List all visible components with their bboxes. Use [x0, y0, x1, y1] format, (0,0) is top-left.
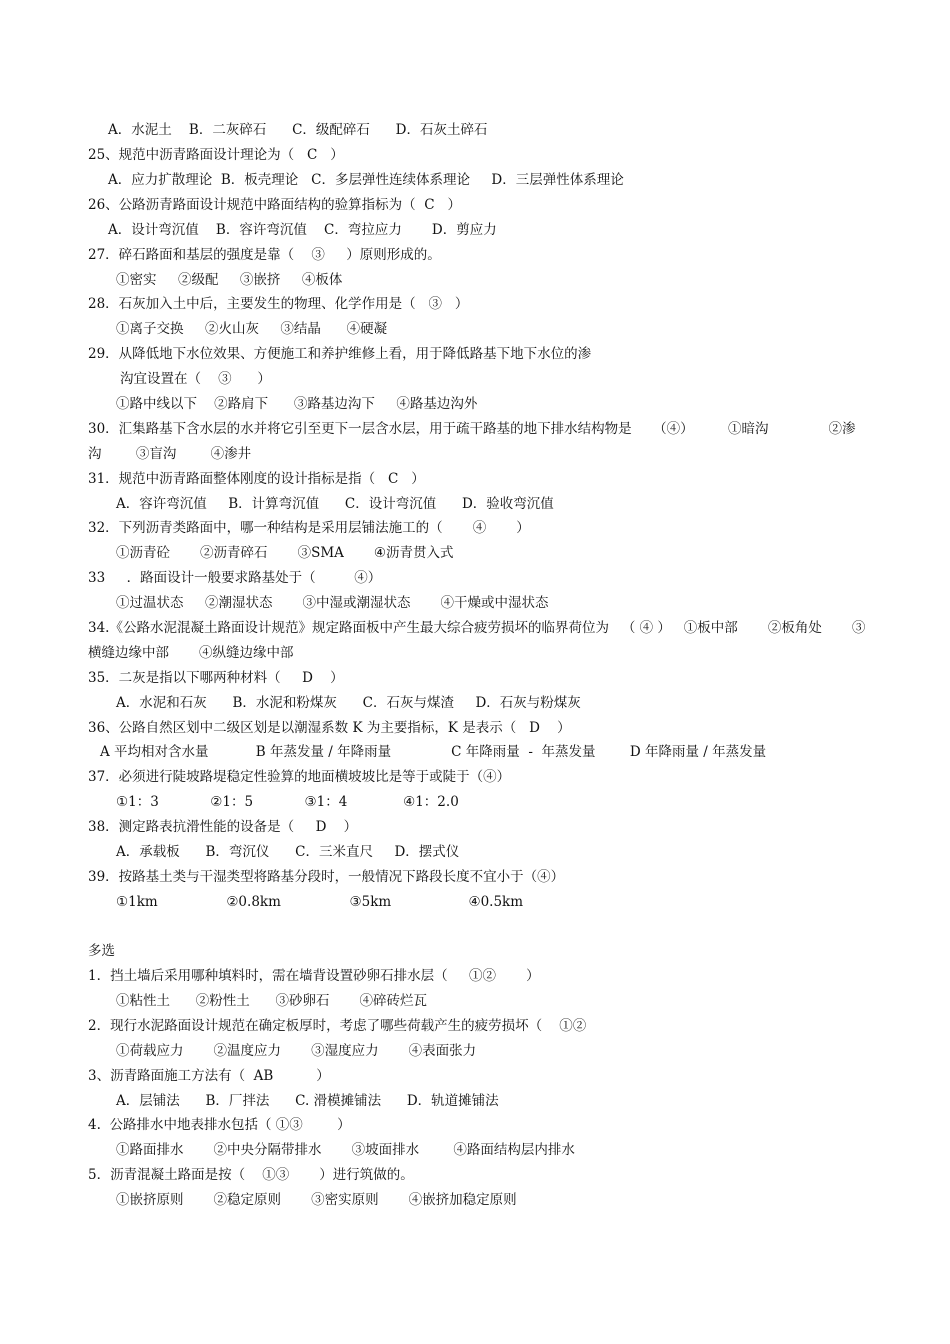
q35-options: A．水泥和石灰 B．水泥和粉煤灰 C．石灰与煤渣 D．石灰与粉煤灰	[116, 695, 581, 711]
mc4-question: 4. 公路排水中地表排水包括（ ①③ ）	[88, 1117, 351, 1133]
q26-options: A．设计弯沉值 B．容许弯沉值 C．弯拉应力 D．剪应力	[108, 222, 497, 238]
q31-question: 31．规范中沥青路面整体刚度的设计指标是指（ C ）	[88, 471, 425, 487]
q29-options: ①路中线以下 ②路肩下 ③路基边沟下 ④路基边沟外	[116, 396, 478, 412]
q31-options: A．容许弯沉值 B．计算弯沉值 C．设计弯沉值 D．验收弯沉值	[116, 496, 554, 512]
mc5-options: ①嵌挤原则 ②稳定原则 ③密实原则 ④嵌挤加稳定原则	[116, 1192, 517, 1208]
q27-question: 27．碎石路面和基层的强度是靠（ ③ ）原则形成的。	[88, 247, 441, 263]
q28-question: 28．石灰加入土中后，主要发生的物理、化学作用是（ ③ ）	[88, 296, 469, 312]
q30-options-cont: 沟 ③盲沟 ④渗井	[88, 446, 252, 462]
q36-question: 36、公路自然区划中二级区划是以潮湿系数 K 为主要指标，K 是表示（ D ）	[88, 720, 571, 736]
q26-question: 26、公路沥青路面设计规范中路面结构的验算指标为（ C ）	[88, 197, 461, 213]
mc5-question: 5．沥青混凝土路面是按（ ①③ ）进行筑做的。	[88, 1167, 414, 1183]
q34-options-cont: 横缝边缘中部 ④纵缝边缘中部	[88, 645, 294, 661]
q33-question: 33 ．路面设计一般要求路基处于（ ④）	[88, 570, 382, 586]
q24-options: A．水泥土 B．二灰碎石 C．级配碎石 D．石灰土碎石	[108, 122, 488, 138]
q29-question: 29．从降低地下水位效果、方便施工和养护维修上看，用于降低路基下地下水位的渗	[88, 346, 592, 362]
q27-options: ①密实 ②级配 ③嵌挤 ④板体	[116, 272, 343, 288]
q32-options: ①沥青砼 ②沥青碎石 ③SMA ④沥青贯入式	[116, 545, 454, 561]
section-heading-multiple-choice: 多选	[88, 943, 115, 959]
mc2-options: ①荷载应力 ②温度应力 ③湿度应力 ④表面张力	[116, 1043, 477, 1059]
q36-options: A 平均相对含水量 B 年蒸发量 / 年降雨量 C 年降雨量 - 年蒸发量 D 年降雨量 / 年蒸发量	[100, 744, 767, 760]
q30-question: 30．汇集路基下含水层的水并将它引至更下一层含水层，用于疏干路基的地下排水结构物是 （④） ①暗沟 ②渗	[88, 421, 856, 437]
mc1-options: ①粘性土 ②粉性土 ③砂卵石 ④碎砖烂瓦	[116, 993, 428, 1009]
q37-options: ①1：3 ②1：5 ③1：4 ④1：2.0	[116, 794, 459, 810]
q37-question: 37．必须进行陡坡路堤稳定性验算的地面横坡坡比是等于或陡于（④）	[88, 769, 511, 785]
mc4-options: ①路面排水 ②中央分隔带排水 ③坡面排水 ④路面结构层内排水	[116, 1142, 575, 1158]
q28-options: ①离子交换 ②火山灰 ③结晶 ④硬凝	[116, 321, 388, 337]
q33-options: ①过温状态 ②潮湿状态 ③中湿或潮湿状态 ④干燥或中湿状态	[116, 595, 549, 611]
q25-question: 25、规范中沥青路面设计理论为（ C ）	[88, 147, 344, 163]
mc3-question: 3、沥青路面施工方法有（ AB ）	[88, 1068, 330, 1084]
q38-question: 38．测定路表抗滑性能的设备是（ D ）	[88, 819, 358, 835]
q34-question: 34.《公路水泥混凝土路面设计规范》规定路面板中产生最大综合疲劳损坏的临界荷位为 （ ④ ） ①板中部 ②板角处 ③	[88, 620, 866, 636]
q39-question: 39．按路基土类与干湿类型将路基分段时，一般情况下路段长度不宜小于（④）	[88, 869, 565, 885]
q38-options: A．承载板 B．弯沉仪 C．三米直尺 D．摆式仪	[116, 844, 460, 860]
q32-question: 32．下列沥青类路面中，哪一种结构是采用层铺法施工的（ ④ ）	[88, 520, 530, 536]
mc2-question: 2．现行水泥路面设计规范在确定板厚时，考虑了哪些荷载产生的疲劳损坏（ ①②	[88, 1018, 587, 1034]
q29-question-cont: 沟宜设置在（ ③ ）	[120, 371, 271, 387]
mc3-options: A．层铺法 B．厂拌法 C. 滑模摊铺法 D．轨道摊铺法	[116, 1093, 499, 1109]
q39-options: ①1km ②0.8km ③5km ④0.5km	[116, 894, 524, 910]
q25-options: A．应力扩散理论 B．板壳理论 C．多层弹性连续体系理论 D．三层弹性体系理论	[108, 172, 624, 188]
mc1-question: 1．挡土墙后采用哪种填料时，需在墙背设置砂卵石排水层（ ①② ）	[88, 968, 540, 984]
q35-question: 35．二灰是指以下哪两种材料（ D ）	[88, 670, 344, 686]
